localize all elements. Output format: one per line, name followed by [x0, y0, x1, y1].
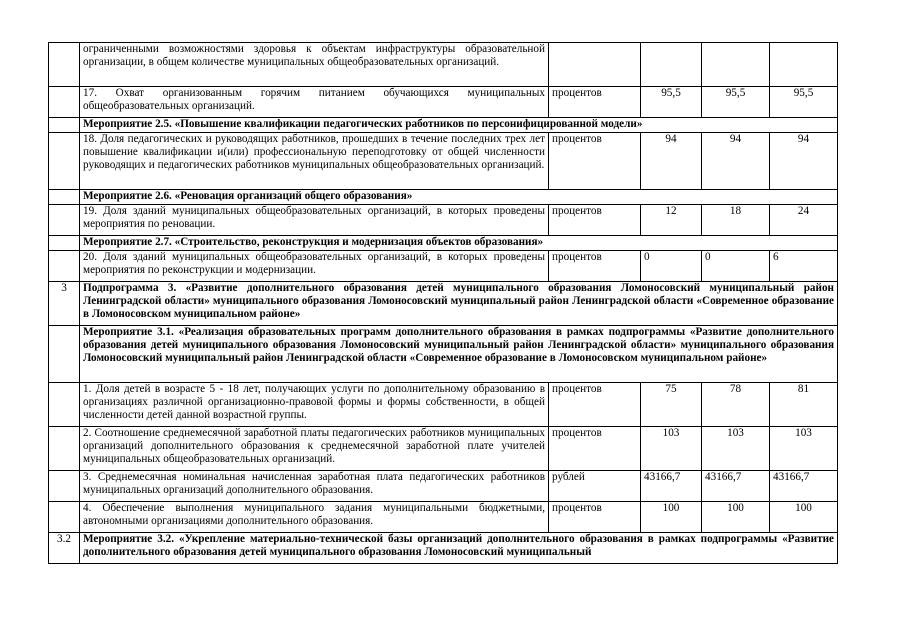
table-row	[49, 533, 838, 564]
value-cell	[770, 43, 838, 87]
table-row	[49, 502, 838, 533]
unit-cell: процентов	[549, 383, 641, 427]
row-number-cell	[49, 43, 80, 87]
value-cell: 78	[702, 383, 770, 427]
indicator-text: 17. Охват организованным горячим питанием обучающихся муниципальных общеобразовательных организаций.	[80, 87, 549, 118]
unit-cell: рублей	[549, 471, 641, 502]
table-row	[49, 471, 838, 502]
subprogram-header: Подпрограмма 3. «Развитие дополнительного образования детей муниципального образования Ломоносовский муниципальный район Ленинградской области» муниципального образования Ломоносовский муниципальный район Ленинградской области «Современное образование в Ломоносовском муниципальном районе»	[80, 282, 838, 326]
value-cell: 12	[641, 205, 702, 236]
table-row	[49, 383, 838, 427]
table-row	[49, 236, 838, 251]
row-number-cell	[49, 133, 80, 190]
row-number-cell	[49, 190, 80, 205]
value-cell: 95,5	[641, 87, 702, 118]
unit-cell: процентов	[549, 427, 641, 471]
value-cell: 103	[641, 427, 702, 471]
value-cell: 81	[770, 383, 838, 427]
value-cell: 100	[770, 502, 838, 533]
table-row	[49, 205, 838, 236]
value-cell: 24	[770, 205, 838, 236]
indicator-text: 18. Доля педагогических и руководящих работников, прошедших в течение последних трех лет повышение квалификации и(или) профессиональную переподготовку от общей численности руководящих и педагогических работников муниципальных общеобразовательных организаций.	[80, 133, 549, 190]
row-number-cell: 3.2	[49, 533, 80, 564]
indicators-table	[48, 42, 838, 564]
table-row	[49, 427, 838, 471]
value-cell: 0	[641, 251, 702, 282]
activity-header: Мероприятие 3.2. «Укрепление материально-технической базы организаций дополнительного образования в рамках подпрограммы «Развитие дополнительного образования детей муниципального образования Ломоносовский муниципальный	[80, 533, 838, 564]
value-cell: 103	[702, 427, 770, 471]
unit-cell: процентов	[549, 87, 641, 118]
row-number-cell	[49, 326, 80, 383]
indicator-text: 2. Соотношение среднемесячной заработной платы педагогических работников муниципальных организаций дополнительного образования к среднемесячной заработной плате учителей муниципальных общеобразовательных организаций.	[80, 427, 549, 471]
value-cell: 43166,7	[641, 471, 702, 502]
value-cell: 43166,7	[770, 471, 838, 502]
value-cell: 94	[641, 133, 702, 190]
unit-cell: процентов	[549, 205, 641, 236]
indicator-text: ограниченными возможностями здоровья к объектам инфраструктуры образовательной организации, в общем количестве муниципальных общеобразовательных организаций.	[80, 43, 549, 87]
value-cell: 43166,7	[702, 471, 770, 502]
row-number-cell	[49, 205, 80, 236]
activity-header: Мероприятие 3.1. «Реализация образовательных программ дополнительного образования в рамках подпрограммы «Развитие дополнительного образования детей муниципального образования Ломоносовский муниципальный район Ленинградской области» муниципального образования Ломоносовский муниципальный район Ленинградской области «Современное образование в Ломоносовском муниципальном районе»	[80, 326, 838, 383]
table-row	[49, 43, 838, 87]
indicator-text: 20. Доля зданий муниципальных общеобразовательных организаций, в которых проведены мероприятия по реконструкции и модернизации.	[80, 251, 549, 282]
table-row	[49, 326, 838, 383]
activity-header: Мероприятие 2.5. «Повышение квалификации педагогических работников по персонифицированной модели»	[80, 118, 838, 133]
row-number-cell	[49, 118, 80, 133]
row-number-cell	[49, 383, 80, 427]
value-cell: 103	[770, 427, 838, 471]
activity-header: Мероприятие 2.6. «Реновация организаций общего образования»	[80, 190, 838, 205]
table-row	[49, 282, 838, 326]
value-cell: 95,5	[770, 87, 838, 118]
row-number-cell	[49, 236, 80, 251]
value-cell: 75	[641, 383, 702, 427]
unit-cell: процентов	[549, 133, 641, 190]
value-cell: 94	[770, 133, 838, 190]
row-number-cell	[49, 502, 80, 533]
table-row	[49, 251, 838, 282]
unit-cell: процентов	[549, 251, 641, 282]
value-cell: 100	[702, 502, 770, 533]
row-number-cell	[49, 87, 80, 118]
value-cell	[702, 43, 770, 87]
row-number-cell	[49, 471, 80, 502]
row-number-cell	[49, 427, 80, 471]
indicator-text: 4. Обеспечение выполнения муниципального задания муниципальными бюджетными, автономными организациями дополнительного образования.	[80, 502, 549, 533]
value-cell: 6	[770, 251, 838, 282]
row-number-cell	[49, 251, 80, 282]
indicator-text: 1. Доля детей в возрасте 5 - 18 лет, получающих услуги по дополнительному образованию в организациях различной организационно-правовой формы и формы собственности, в общей численности детей данной возрастной группы.	[80, 383, 549, 427]
indicator-text: 19. Доля зданий муниципальных общеобразовательных организаций, в которых проведены мероприятия по реновации.	[80, 205, 549, 236]
value-cell: 100	[641, 502, 702, 533]
table-row	[49, 133, 838, 190]
value-cell: 94	[702, 133, 770, 190]
value-cell: 95,5	[702, 87, 770, 118]
row-number-cell: 3	[49, 282, 80, 326]
value-cell: 18	[702, 205, 770, 236]
unit-cell: процентов	[549, 502, 641, 533]
table-row	[49, 118, 838, 133]
value-cell	[641, 43, 702, 87]
value-cell: 0	[702, 251, 770, 282]
table-row	[49, 87, 838, 118]
table-row	[49, 190, 838, 205]
indicator-text: 3. Среднемесячная номинальная начисленная заработная плата педагогических работников муниципальных организаций дополнительного образования.	[80, 471, 549, 502]
activity-header: Мероприятие 2.7. «Строительство, реконструкция и модернизация объектов образования»	[80, 236, 838, 251]
unit-cell	[549, 43, 641, 87]
